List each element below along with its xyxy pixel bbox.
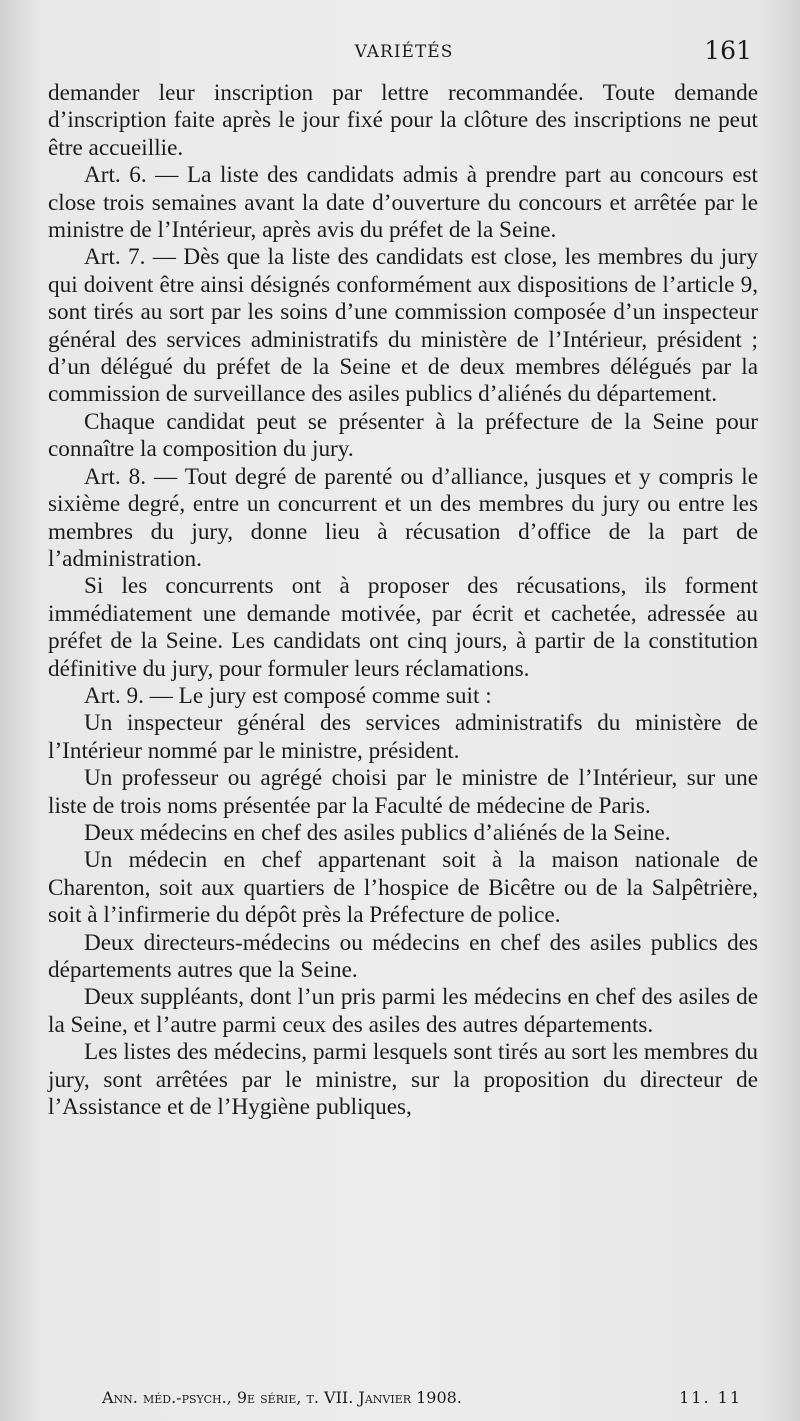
paragraph: Les listes des médecins, parmi lesquels sont tirés au sort les membres du jury, sont arrêtées par le ministre, sur la proposition du directeur de l’Assistance et de l’Hygiène publiques, <box>48 1039 758 1121</box>
paragraph: Un professeur ou agrégé choisi par le ministre de l’Intérieur, sur une liste de trois noms présentée par la Faculté de médecine de Paris. <box>48 765 758 819</box>
body-text <box>48 80 758 1121</box>
running-head <box>46 36 762 72</box>
paragraph-article-7: Art. 7. — Dès que la liste des candidats est close, les membres du jury qui doivent être ainsi désignés conformément aux dispositions de l’article 9, sont tirés au sort par les soins d’une commission composée d’un inspecteur général des services administratifs du ministère de l’Intérieur, président ; d’un délégué du préfet de la Seine et de deux membres délégués par la commission de surveillance des asiles publics d’aliénés du département. <box>48 244 758 408</box>
paragraph-article-6: Art. 6. — La liste des candidats admis à prendre part au concours est close trois semaines avant la date d’ouverture du concours et arrêtée par le ministre de l’Intérieur, après avis du préfet de la Seine. <box>48 162 758 244</box>
paragraph: Un médecin en chef appartenant soit à la maison nationale de Charenton, soit aux quartiers de l’hospice de Bicêtre ou de la Salpêtrière, soit à l’infirmerie du dépôt près la Préfecture de police. <box>48 847 758 929</box>
paragraph: Deux suppléants, dont l’un pris parmi les médecins en chef des asiles de la Seine, et l’autre parmi ceux des asiles des autres départements. <box>48 984 758 1038</box>
paragraph: Chaque candidat peut se présenter à la préfecture de la Seine pour connaître la composition du jury. <box>48 408 758 463</box>
paragraph: Deux directeurs-médecins ou médecins en chef des asiles publics des départements autres que la Seine. <box>48 929 758 983</box>
signature-mark: 11. 11 <box>679 1388 742 1407</box>
paragraph: demander leur inscription par lettre recommandée. Toute demande d’inscription faite après le jour fixé pour la clôture des inscriptions ne peut être accueillie. <box>48 80 758 161</box>
paragraph: Deux médecins en chef des asiles publics d’aliénés de la Seine. <box>84 819 671 846</box>
page-footer <box>102 1386 742 1414</box>
running-title: VARIÉTÉS <box>354 42 454 62</box>
paragraph: Si les concurrents ont à proposer des récusations, ils forment immédiatement une demande motivée, par écrit et cachetée, adressée au préfet de la Seine. Les candidats ont cinq jours, à partir de la constitution définitive du jury, pour formuler leurs réclamations. <box>48 573 758 682</box>
paragraph: Un inspecteur général des services administratifs du ministère de l’Intérieur nommé par le ministre, président. <box>48 710 758 764</box>
paragraph-article-8: Art. 8. — Tout degré de parenté ou d’alliance, jusques et y compris le sixième degré, entre un concurrent et un des membres du jury ou entre les membres du jury, donne lieu à récusation d’office de la part de l’administration. <box>48 463 758 572</box>
journal-citation: Ann. méd.-psych., 9e série, t. VII. Janvier 1908. <box>102 1388 462 1407</box>
page-number: 161 <box>704 36 752 65</box>
paragraph-article-9: Art. 9. — Le jury est composé comme suit : <box>84 682 492 709</box>
